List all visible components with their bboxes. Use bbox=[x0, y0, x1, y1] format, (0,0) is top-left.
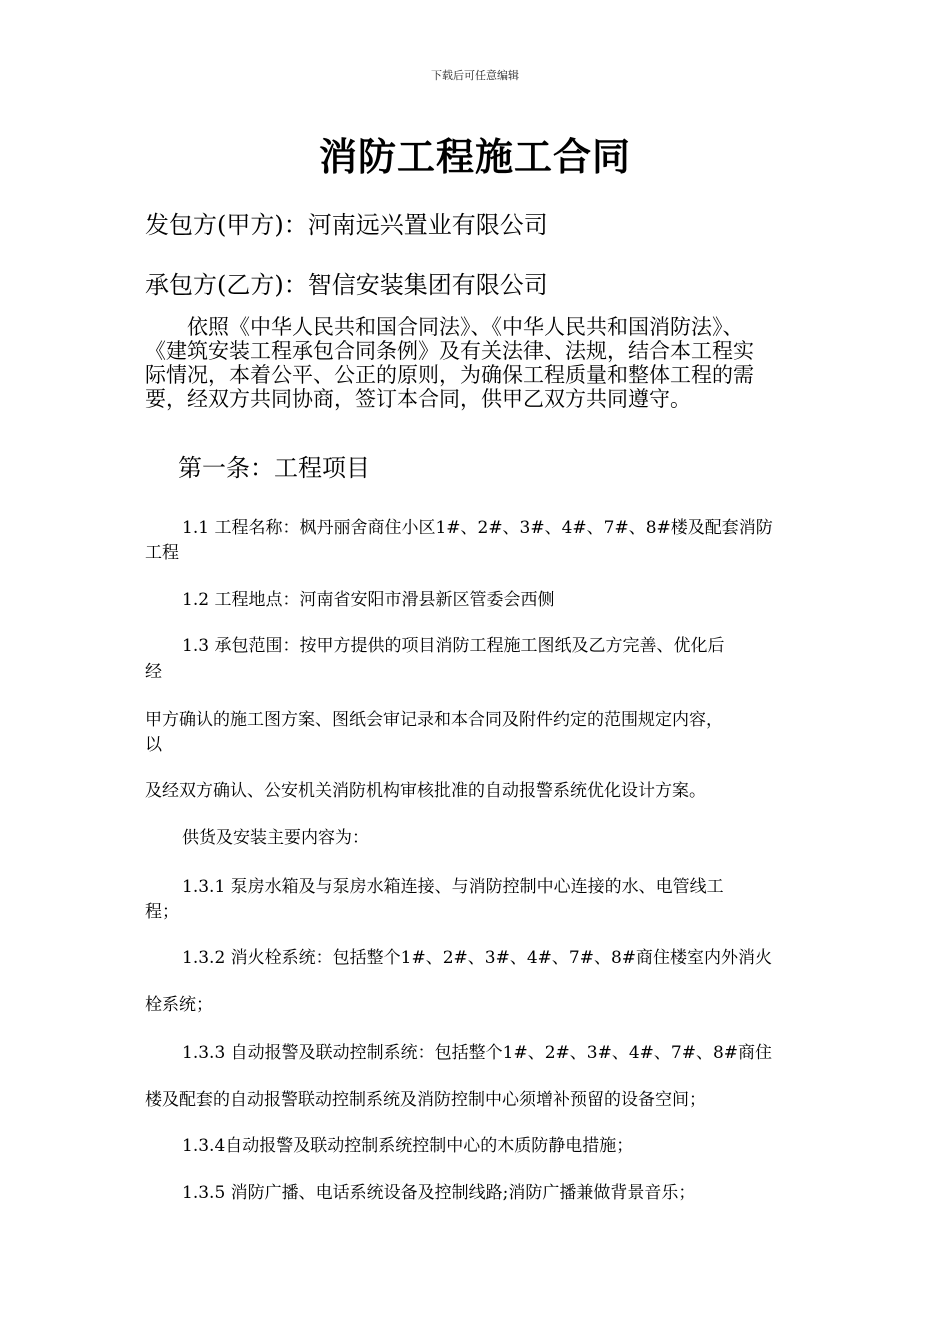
clause-1-3-4-line: 1.3.4自动报警及联动控制系统控制中心的木质防静电措施； bbox=[182, 1136, 634, 1156]
clause-1-2-line: 1.2 工程地点：河南省安阳市滑县新区管委会西侧 bbox=[182, 590, 555, 610]
clause-1-3-3-line: 1.3.3 自动报警及联动控制系统：包括整个1#、2#、3#、4#、7#、8#商住 bbox=[182, 1043, 773, 1063]
clause-1-3-continuation: 以 bbox=[145, 735, 162, 755]
party-a-line: 发包方(甲方)：河南远兴置业有限公司 bbox=[145, 211, 548, 239]
clause-1-3-continuation: 经 bbox=[145, 662, 162, 682]
intro-line: 际情况，本着公平、公正的原则，为确保工程质量和整体工程的需 bbox=[145, 363, 754, 387]
clause-1-1-line: 1.1 工程名称：枫丹丽舍商住小区1#、2#、3#、4#、7#、8#楼及配套消防 bbox=[182, 518, 773, 538]
clause-1-3-3-continuation: 楼及配套的自动报警联动控制系统及消防控制中心须增补预留的设备空间； bbox=[145, 1090, 706, 1110]
intro-paragraph bbox=[145, 315, 810, 411]
clause-1-3-continuation: 甲方确认的施工图方案、图纸会审记录和本合同及附件约定的范围规定内容， bbox=[145, 710, 723, 730]
clause-1-3-line: 1.3 承包范围：按甲方提供的项目消防工程施工图纸及乙方完善、优化后 bbox=[182, 636, 725, 656]
intro-line: 要，经双方共同协商，签订本合同，供甲乙双方共同遵守。 bbox=[145, 387, 691, 411]
clause-1-1-continuation: 工程 bbox=[145, 543, 179, 563]
clause-1-3-5-line: 1.3.5 消防广播、电话系统设备及控制线路;消防广播兼做背景音乐； bbox=[182, 1183, 696, 1203]
clause-1-3-2-line: 1.3.2 消火栓系统：包括整个1#、2#、3#、4#、7#、8#商住楼室内外消火 bbox=[182, 948, 773, 968]
document-title: 消防工程施工合同 bbox=[318, 134, 631, 179]
intro-line: 依照《中华人民共和国合同法》、《中华人民共和国消防法》、 bbox=[145, 315, 744, 339]
clause-1-3-continuation: 及经双方确认、公安机关消防机构审核批准的自动报警系统优化设计方案。 bbox=[145, 781, 706, 801]
clause-1-3-1-line: 1.3.1 泵房水箱及与泵房水箱连接、与消防控制中心连接的水、电管线工 bbox=[182, 877, 724, 897]
article-heading: 第一条：工程项目 bbox=[178, 454, 370, 482]
clause-1-3-2-continuation: 栓系统； bbox=[145, 995, 213, 1015]
header-note: 下载后可任意编辑 bbox=[431, 69, 519, 82]
clause-1-3-1-continuation: 程； bbox=[145, 902, 179, 922]
party-b-line: 承包方(乙方)：智信安装集团有限公司 bbox=[145, 271, 548, 299]
supply-heading: 供货及安装主要内容为： bbox=[182, 828, 369, 848]
intro-line: 《建筑安装工程承包合同条例》及有关法律、法规，结合本工程实 bbox=[145, 339, 754, 363]
